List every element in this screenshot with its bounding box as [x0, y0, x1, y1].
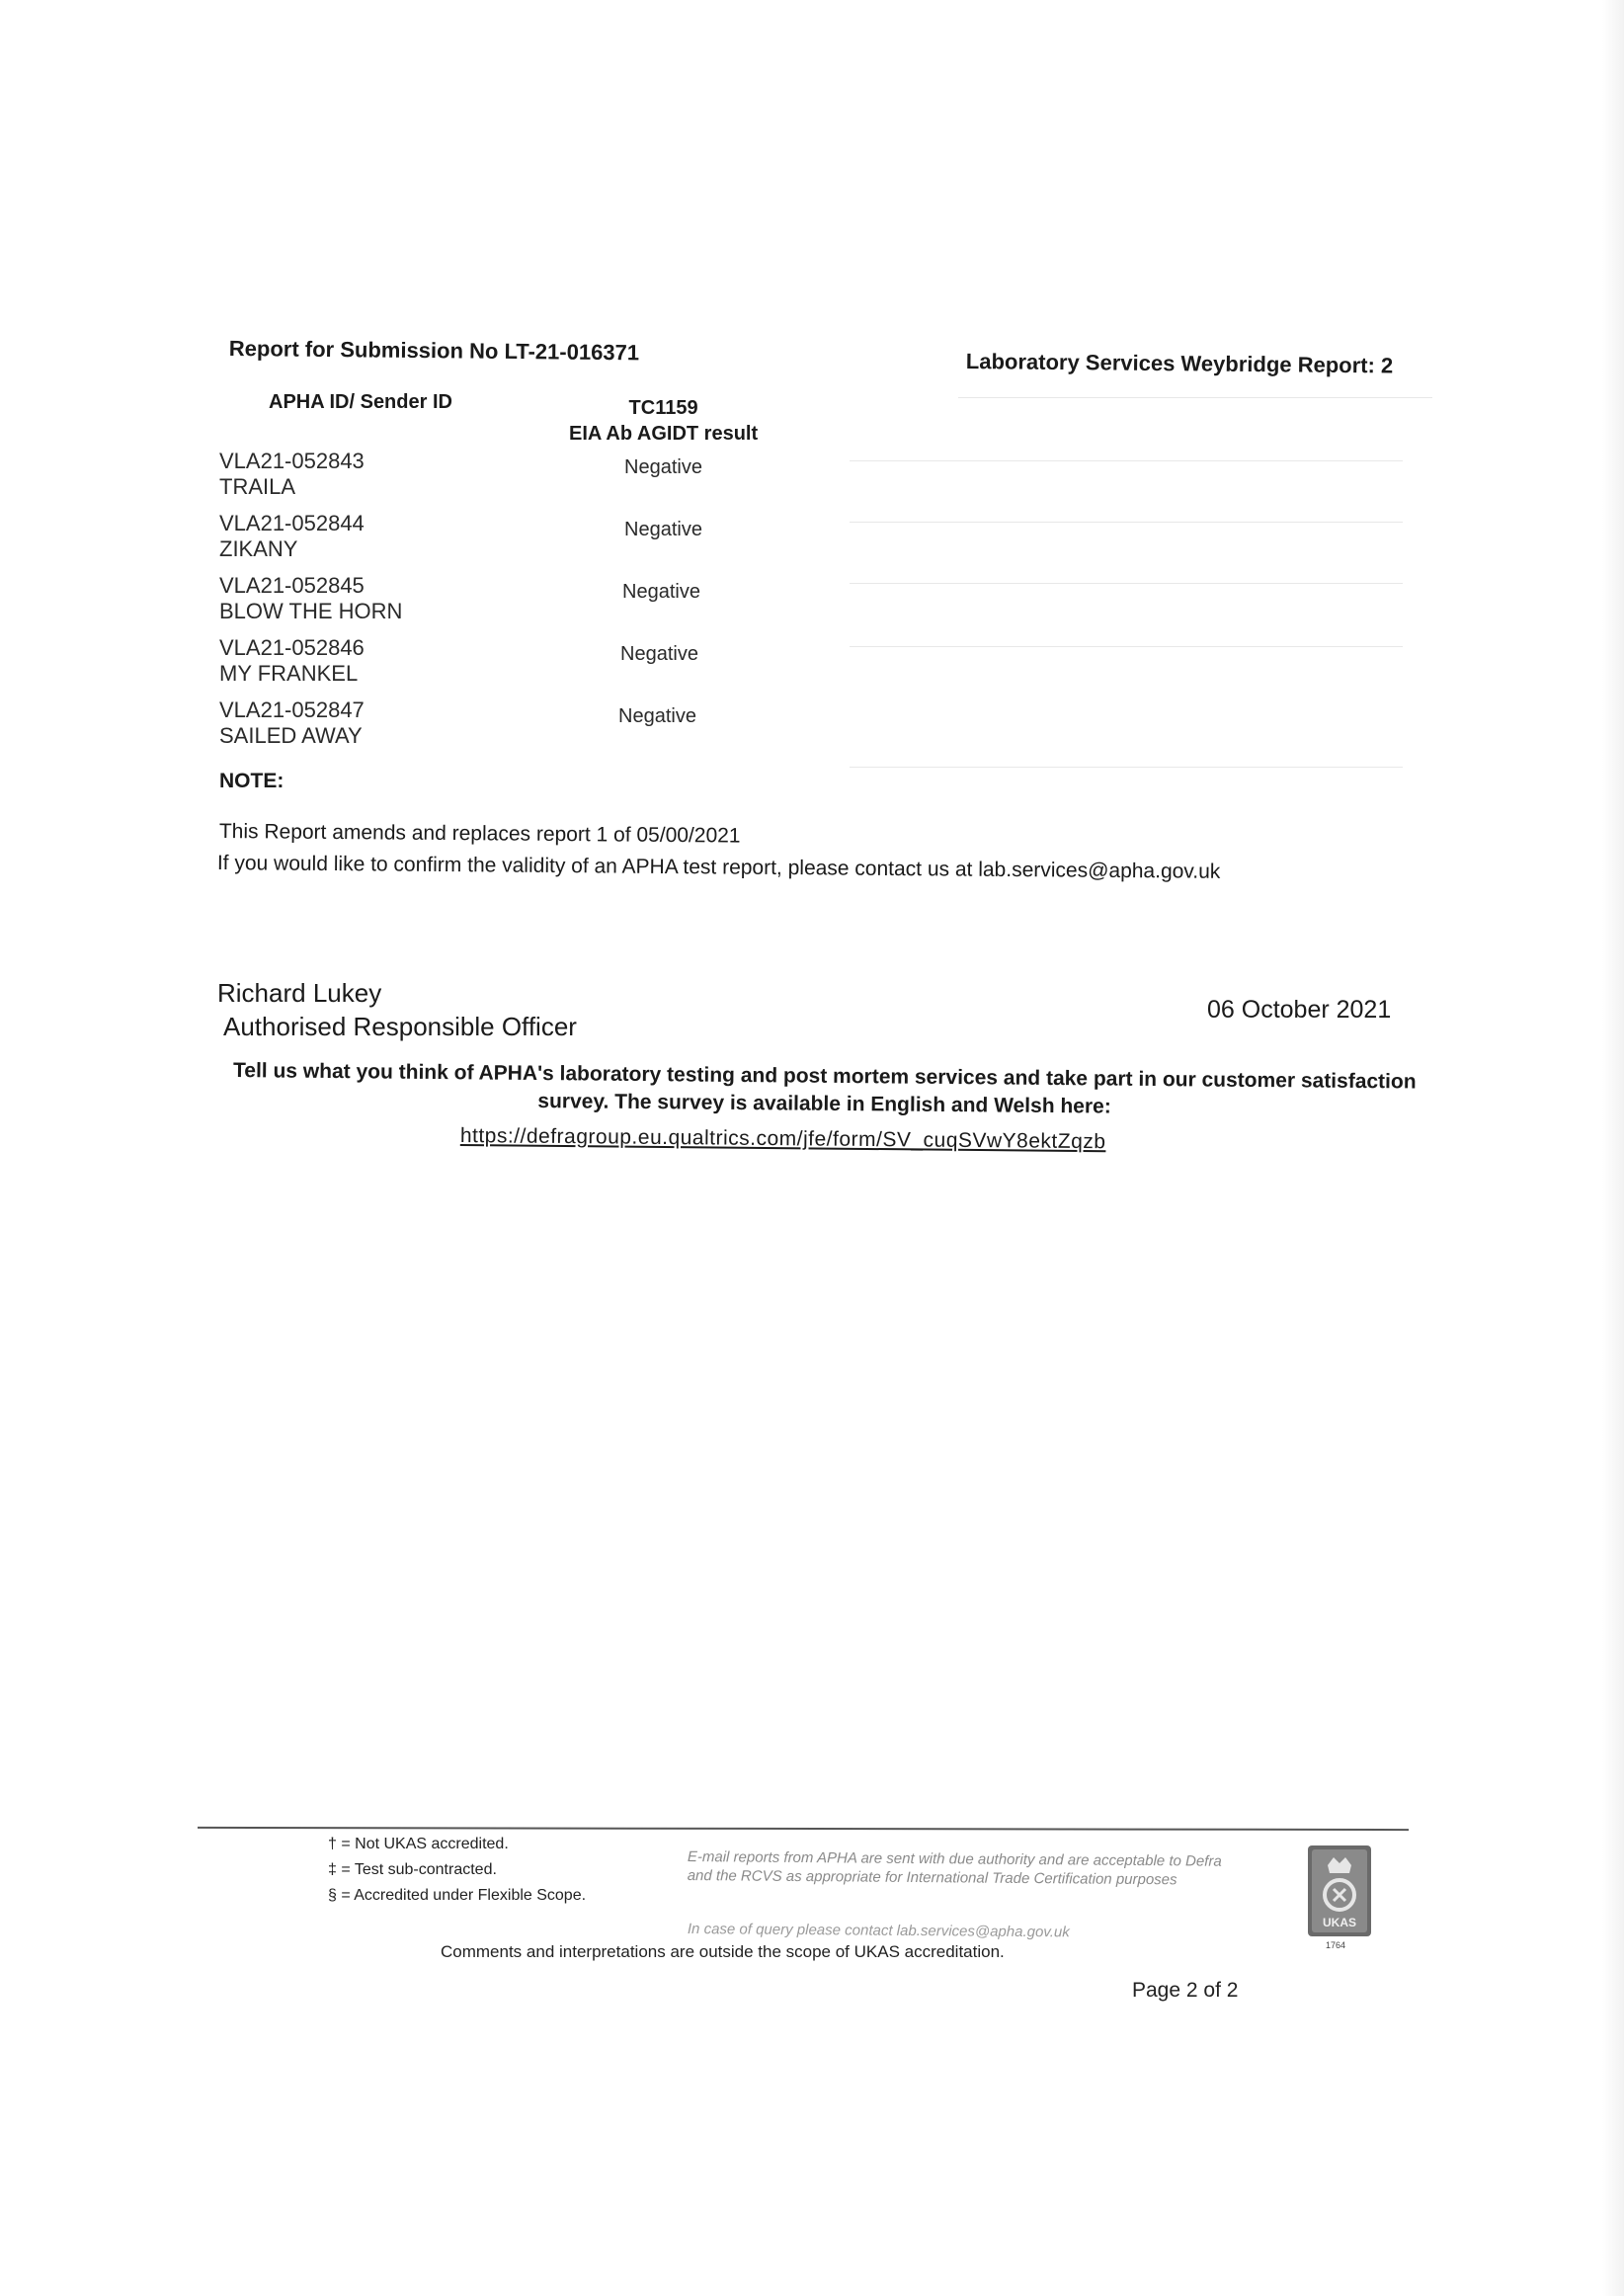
sample-name: MY FRANKEL [219, 661, 359, 686]
signatory-role: Authorised Responsible Officer [223, 1012, 577, 1041]
ukas-label: UKAS [1322, 1916, 1357, 1929]
page-number: Page 2 of 2 [1132, 1979, 1239, 2002]
sample-name: TRAILA [219, 474, 296, 499]
signatory-name: Richard Lukey [217, 978, 382, 1008]
note-amendment: This Report amends and replaces report 1 of 05/00/2021 [218, 820, 741, 848]
ukas-number: 1764 [1326, 1940, 1346, 1950]
sample-id-cell [219, 697, 365, 749]
scan-artifact-line [850, 522, 1403, 523]
legend-flexible-scope: § = Accredited under Flexible Scope. [328, 1887, 587, 1904]
lab-report-title: Laboratory Services Weybridge Report: 2 [965, 349, 1394, 378]
ukas-scope-comment: Comments and interpretations are outside the scope of UKAS accreditation. [441, 1942, 1005, 1961]
sample-id-cell [219, 511, 365, 562]
test-name: EIA Ab AGIDT result [569, 423, 759, 445]
note-validity: If you would like to confirm the validity of an APHA test report, please contact us at lab.services@apha.gov.uk [216, 852, 1221, 883]
sample-id: VLA21-052846 [219, 635, 365, 660]
result-cell: Negative [622, 581, 700, 603]
sample-id-cell [219, 573, 402, 624]
sample-id-cell [219, 449, 365, 500]
column-header-id: APHA ID/ Sender ID [269, 391, 452, 413]
note-label: NOTE: [219, 770, 284, 792]
result-cell: Negative [624, 456, 702, 478]
sample-id: VLA21-052843 [219, 449, 365, 473]
sample-name: ZIKANY [219, 536, 298, 561]
sample-name: SAILED AWAY [219, 723, 363, 748]
legend-sub-contracted: ‡ = Test sub-contracted. [328, 1861, 497, 1878]
survey-invitation: Tell us what you think of APHA's laboratory testing and post mortem services and take part in our customer satisfaction survey. The survey is available in English and Welsh here: [232, 1059, 1417, 1118]
survey-link[interactable]: https://defragroup.eu.qualtrics.com/jfe/form/SV_cuqSVwY8ektZqzb [459, 1124, 1106, 1154]
legend-not-accredited: † = Not UKAS accredited. [328, 1836, 509, 1852]
submission-number: Report for Submission No LT-21-016371 [228, 336, 640, 366]
query-contact-note: In case of query please contact lab.services@apha.gov.uk [687, 1921, 1070, 1941]
sample-id: VLA21-052844 [219, 511, 365, 535]
result-cell: Negative [624, 519, 702, 540]
scan-artifact-line [850, 460, 1403, 461]
report-date: 06 October 2021 [1207, 996, 1392, 1024]
sample-id-cell [219, 635, 365, 687]
result-cell: Negative [618, 705, 696, 727]
test-code: TC1159 [628, 397, 698, 419]
ukas-logo-icon [1306, 1844, 1373, 1938]
sample-name: BLOW THE HORN [219, 599, 403, 623]
footer-divider [198, 1827, 1409, 1831]
scan-artifact-line [958, 397, 1432, 398]
column-header-test [569, 395, 758, 447]
email-authority-note: E-mail reports from APHA are sent with due authority and are acceptable to Defra and the RCVS as appropriate for International Trade Certification purposes [687, 1848, 1222, 1889]
scan-edge-shadow [1602, 0, 1624, 2296]
sample-id: VLA21-052847 [219, 697, 365, 722]
scan-artifact-line [850, 583, 1403, 584]
sample-id: VLA21-052845 [219, 573, 365, 598]
scan-artifact-line [850, 767, 1403, 768]
result-cell: Negative [620, 643, 698, 665]
scan-artifact-line [850, 646, 1403, 647]
